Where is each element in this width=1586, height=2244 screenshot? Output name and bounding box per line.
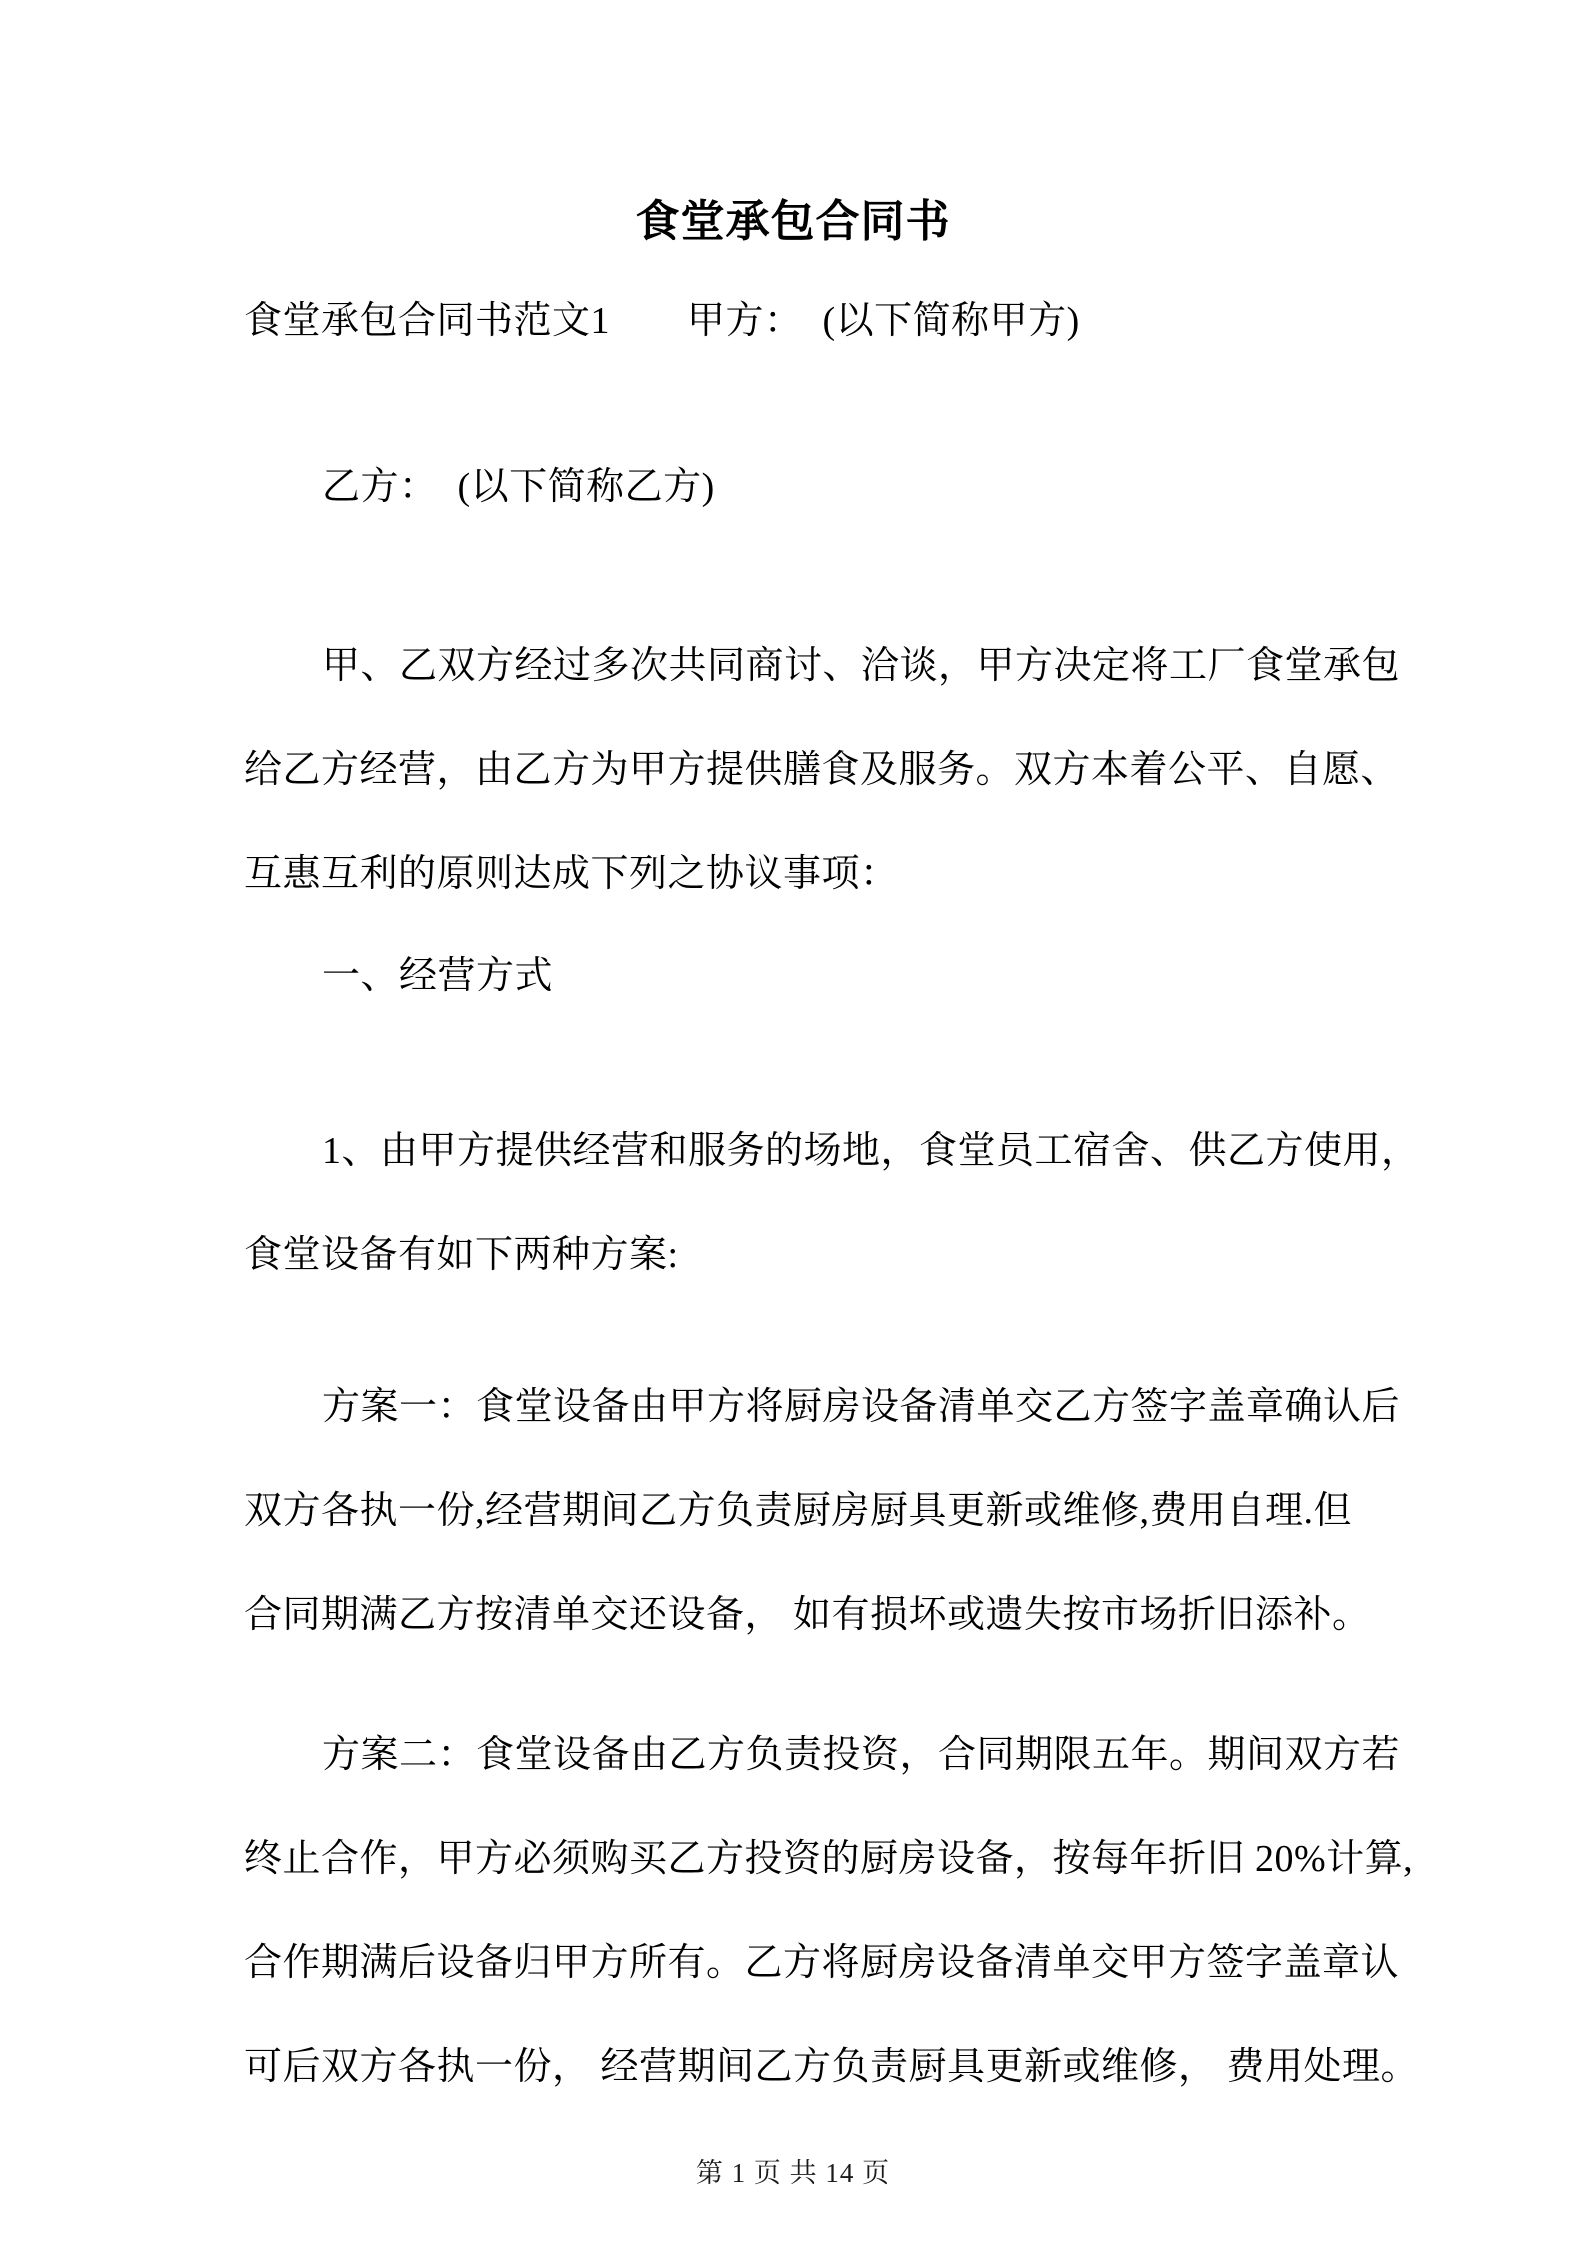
document-line: 双方各执一份,经营期间乙方负责厨房厨具更新或维修,费用自理.但: [244, 1490, 1353, 1532]
document-line: 食堂设备有如下两种方案:: [244, 1234, 679, 1276]
document-line: 食堂承包合同书范文1 甲方： (以下简称甲方): [244, 300, 1080, 342]
document-line: 互惠互利的原则达成下列之协议事项：: [244, 853, 899, 895]
document-line: 1、由甲方提供经营和服务的场地，食堂员工宿舍、供乙方使用，: [322, 1130, 1420, 1172]
page-footer: 第 1 页 共 14 页: [695, 2158, 891, 2188]
document-title: 食堂承包合同书: [635, 197, 951, 246]
document-line: 终止合作，甲方必须购买乙方投资的厨房设备，按每年折旧 20%计算,: [244, 1838, 1414, 1880]
document-line: 一、经营方式: [322, 955, 554, 997]
document-line: 方案一：食堂设备由甲方将厨房设备清单交乙方签字盖章确认后: [322, 1386, 1401, 1428]
document-line: 给乙方经营，由乙方为甲方提供膳食及服务。双方本着公平、自愿、: [244, 749, 1400, 791]
document-line: 合作期满后设备归甲方所有。乙方将厨房设备清单交甲方签字盖章认: [244, 1942, 1400, 1984]
document-line: 方案二：食堂设备由乙方负责投资，合同期限五年。期间双方若: [322, 1734, 1401, 1776]
document-line: 甲、乙双方经过多次共同商讨、洽谈，甲方决定将工厂食堂承包: [322, 645, 1401, 687]
document-line: 合同期满乙方按清单交还设备， 如有损坏或遗失按市场折旧添补。: [244, 1594, 1371, 1636]
document-line: 可后双方各执一份， 经营期间乙方负责厨具更新或维修， 费用处理。: [244, 2046, 1420, 2088]
document-line: 乙方： (以下简称乙方): [322, 466, 715, 508]
